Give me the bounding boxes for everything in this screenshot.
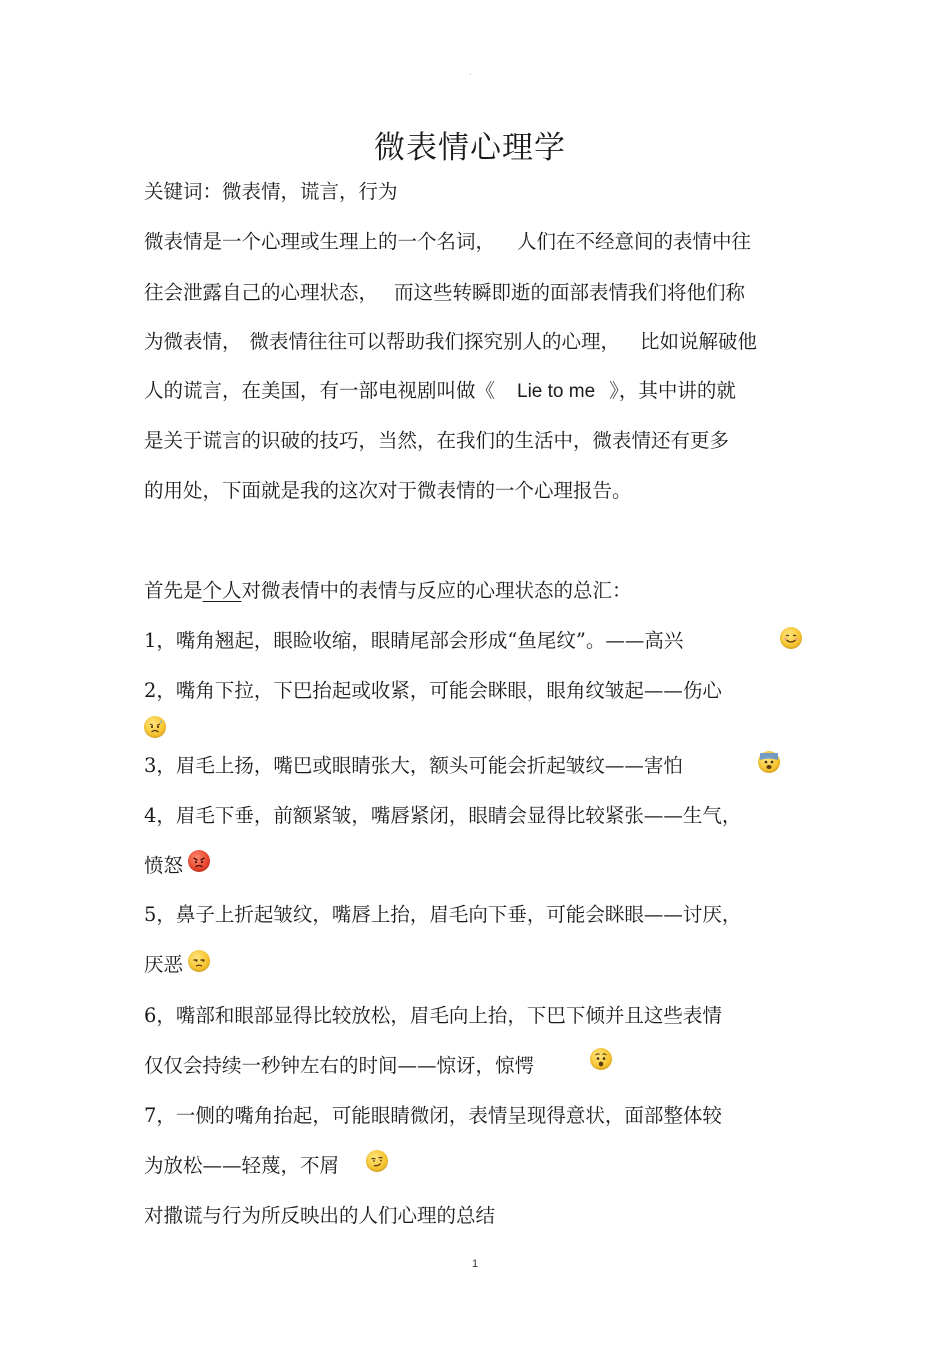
intro-line-3	[144, 329, 757, 355]
show-title-text: Lie to me	[517, 381, 596, 402]
list-item-4-line-2: 愤怒	[144, 854, 184, 877]
intro-line-1	[144, 229, 751, 255]
list-item-4-line-1: 4，眉毛下垂，前额紧皱，嘴唇紧闭，眼睛会显得比较紧张——生气，	[144, 804, 742, 827]
intro-text: 》，其中讲的就	[609, 379, 736, 402]
keywords-line: 关键词：微表情，谎言，行为	[144, 180, 398, 203]
intro-text: 往会泄露自己的心理状态，	[144, 281, 379, 304]
closing-line: 对撒谎与行为所反映出的人们心理的总结	[144, 1204, 496, 1227]
summary-text: 对微表情中的表情与反应的心理状态的总汇：	[241, 579, 632, 602]
list-item-6-line-2: 仅仅会持续一秒钟左右的时间——惊讶，惊愕	[144, 1054, 535, 1077]
intro-line-4	[144, 378, 736, 405]
intro-line-6: 的用处，下面就是我的这次对于微表情的一个心理报告。	[144, 479, 632, 502]
intro-text: 比如说解破他	[640, 330, 758, 353]
angry-face-icon	[188, 850, 210, 872]
summary-intro-line	[144, 578, 632, 604]
underlined-text: 个人	[202, 579, 242, 602]
summary-text: 首先是	[144, 579, 203, 602]
intro-line-2	[144, 280, 745, 306]
intro-text: 微表情往往可以帮助我们探究别人的心理，	[249, 330, 621, 353]
intro-line-5: 是关于谎言的识破的技巧，当然，在我们的生活中，微表情还有更多	[144, 429, 730, 452]
smirking-face-icon	[366, 1150, 388, 1172]
intro-text: 微表情是一个心理或生理上的一个名词，	[144, 230, 496, 253]
smiling-face-icon	[780, 627, 802, 649]
list-item-6-line-1: 6，嘴部和眼部显得比较放松，眉毛向上抬，下巴下倾并且这些表情	[144, 1004, 722, 1027]
header-dot: ·	[469, 70, 472, 79]
unamused-face-icon	[188, 950, 210, 972]
fearful-face-icon	[758, 751, 780, 773]
intro-text: 人们在不经意间的表情中往	[517, 230, 752, 253]
intro-text: 人的谎言，在美国，有一部电视剧叫做《	[144, 379, 496, 402]
list-item-3: 3，眉毛上扬，嘴巴或眼睛张大，额头可能会折起皱纹——害怕	[144, 754, 683, 777]
surprised-face-icon	[590, 1048, 612, 1070]
list-item-2: 2，嘴角下拉，下巴抬起或收紧，可能会眯眼，眼角纹皱起——伤心	[144, 679, 722, 702]
list-item-7-line-1: 7，一侧的嘴角抬起，可能眼睛微闭，表情呈现得意状，面部整体较	[144, 1104, 722, 1127]
list-item-5-line-1: 5，鼻子上折起皱纹，嘴唇上抬，眉毛向下垂，可能会眯眼——讨厌，	[144, 903, 742, 926]
page-title: 微表情心理学	[374, 130, 566, 166]
intro-text: 为微表情，	[144, 330, 242, 353]
list-item-5-line-2: 厌恶	[144, 953, 184, 976]
page-number: 1	[472, 1258, 479, 1270]
list-item-1: 1，嘴角翘起，眼睑收缩，眼睛尾部会形成“鱼尾纹”。——高兴	[144, 629, 684, 652]
list-item-7-line-2: 为放松——轻蔑，不屑	[144, 1154, 340, 1177]
intro-text: 而这些转瞬即逝的面部表情我们将他们称	[394, 281, 746, 304]
sad-sweat-face-icon	[144, 716, 166, 738]
